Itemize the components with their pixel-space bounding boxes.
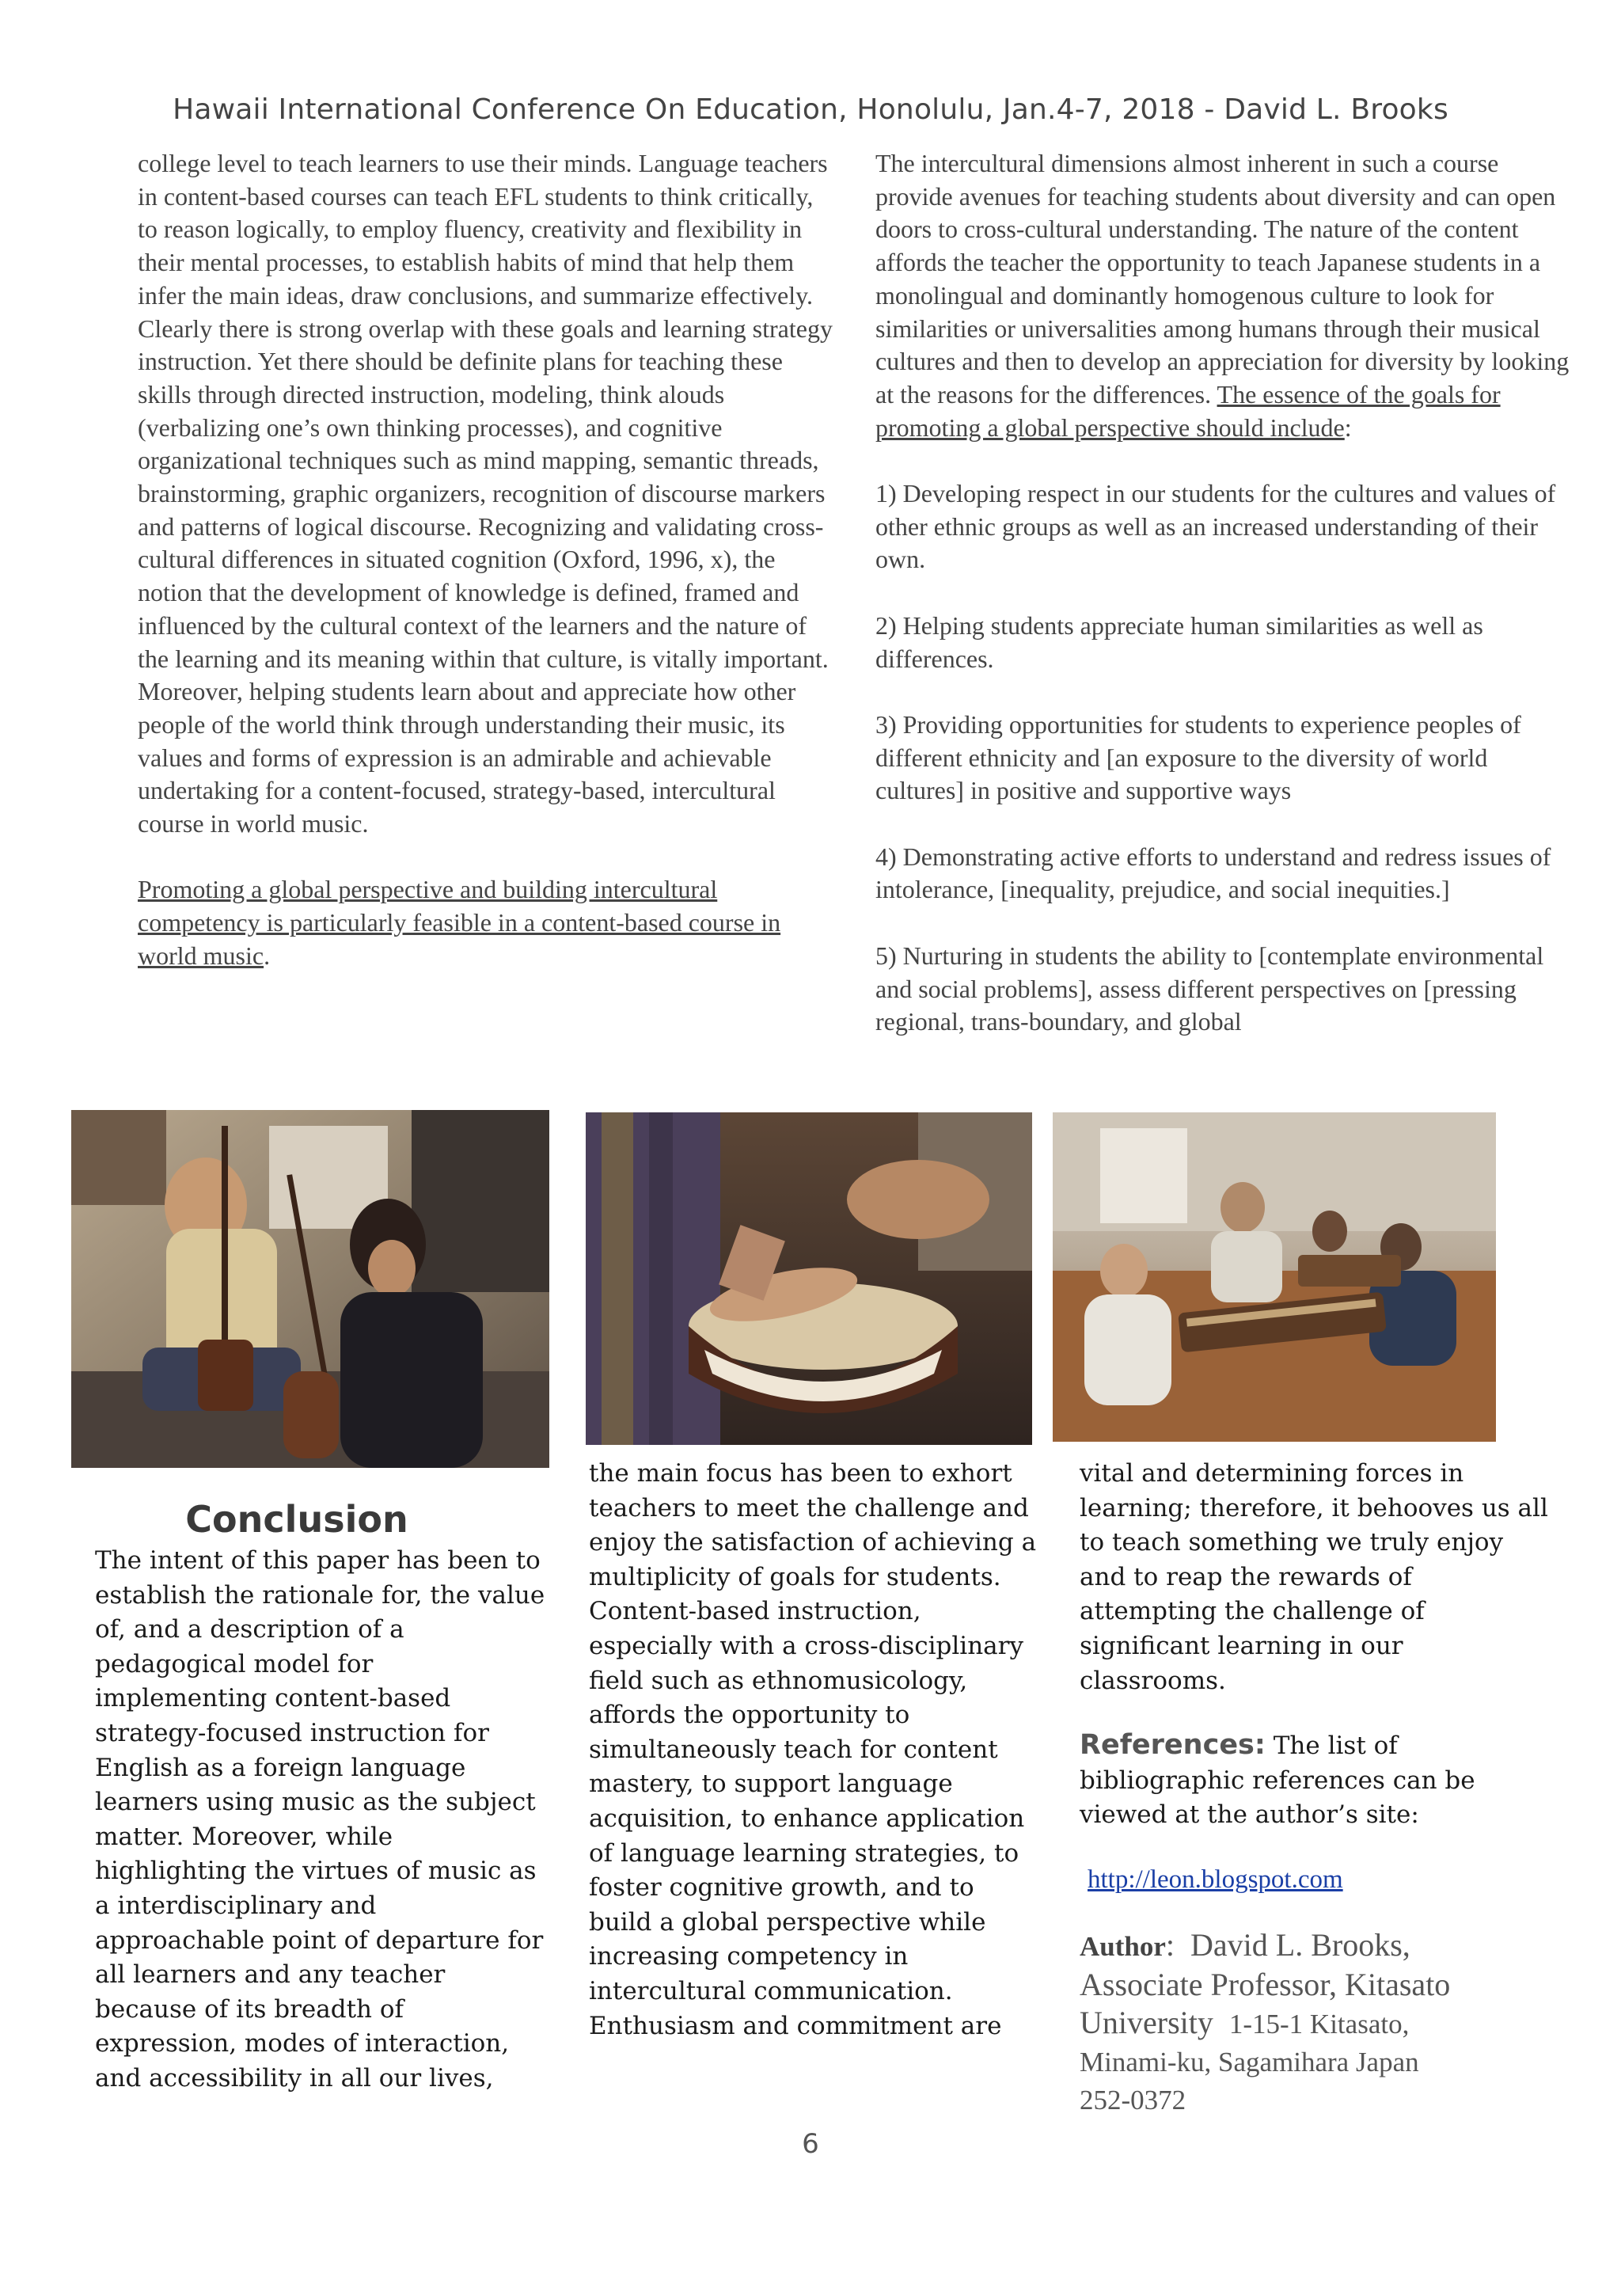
punctuation: : (1344, 412, 1352, 442)
underlined-statement: Promoting a global perspective and building intercultural competency is particularly feasible in a content-based course in world music (138, 875, 781, 970)
author-title: Associate Professor, Kitasato (1080, 1966, 1451, 2002)
paragraph-text: The intercultural dimensions almost inherent in such a course provide avenues for teaching students about diversity and can open doors to cross-cultural understanding. The nature of the content affords the teacher the opportunity to teach Japanese students in a monolingual and dominantly homogenous culture to look for similarities or universalities among humans through their musical cultures and then to develop an appreciation for diversity by looking at the reasons for the differences. (875, 149, 1570, 409)
author-name: David L. Brooks, (1190, 1926, 1410, 1963)
goal-item-5: 5) Nurturing in students the ability to [contemplate environmental and social problems], assess different perspectives on [pressing regional, trans-boundary, and global (875, 941, 1544, 1036)
body-paragraph (875, 147, 1572, 444)
author-address-city: Minami-ku, Sagamihara Japan (1080, 2046, 1419, 2077)
goal-item-4: 4) Demonstrating active efforts to understand and redress issues of intolerance, [inequality, prejudice, and social inequities.] (875, 842, 1551, 904)
author-site-link[interactable]: http://leon.blogspot.com (1088, 1865, 1343, 1894)
photo-hand-drum (586, 1112, 1032, 1445)
conclusion-column-left (95, 1496, 546, 2096)
author-address: 1-15-1 Kitasato, (1228, 2008, 1410, 2039)
conclusion-column-middle (589, 1457, 1042, 2043)
references-text: The list of bibliographic references can be viewed at the author’s site: (1080, 1732, 1475, 1830)
goal-item-2: 2) Helping students appreciate human similarities as well as differences. (875, 610, 1483, 673)
goal-item-1: 1) Developing respect in our students for the cultures and values of other ethnic groups as well as an increased understanding of their own. (875, 479, 1556, 574)
author-postal-code: 252-0372 (1080, 2084, 1186, 2115)
author-affiliation: University (1080, 2004, 1213, 2040)
references-block (1080, 1728, 1555, 1833)
goal-item-3: 3) Providing opportunities for students to experience peoples of different ethnicity and [an exposure to the diversity of world cultures] in positive and supportive ways (875, 709, 1521, 805)
underlined-statement: The essence of the goals for promoting a global perspective should include (875, 379, 1501, 442)
page-number: 6 (802, 2128, 819, 2160)
page-header: Hawaii International Conference On Education, Honolulu, Jan.4-7, 2018 - David L. Brooks (173, 93, 1448, 126)
conclusion-column-right (1080, 1457, 1555, 2119)
body-paragraph-highlight (138, 873, 834, 972)
body-column-left (138, 147, 834, 973)
references-label: References: (1080, 1729, 1266, 1762)
author-block (1080, 1926, 1555, 2119)
conclusion-heading: Conclusion (185, 1498, 408, 1541)
conclusion-text: The intent of this paper has been to establish the rationale for, the value of, and a description of a pedagogical model for implementing content-based strategy-focused instruction for English as a foreign language learners using music as the subject matter. Moreover, while highlighting the virtues of music as a interdisciplinary and approachable point of departure for all learners and any teacher because of its breadth of expression, modes of interaction, and accessibility in all our lives, (95, 1546, 545, 2093)
photo-gamelan-group (1053, 1112, 1496, 1442)
body-column-right (875, 147, 1572, 1079)
punctuation: . (264, 941, 271, 970)
author-colon: : (1165, 1926, 1175, 1963)
photo-string-musicians (71, 1110, 549, 1468)
conclusion-text: vital and determining forces in learning; therefore, it behooves us all to teach something we truly enjoy and to reap the rewards of attempting the challenge of significant learning in our classrooms. (1080, 1459, 1548, 1695)
conclusion-text: the main focus has been to exhort teachers to meet the challenge and enjoy the satisfaction of achieving a multiplicity of goals for students. Content-based instruction, especially with a cross-disciplinary field such as ethnomusicology, affords the opportunity to simultaneously teach for content mastery, to support language acquisition, to enhance application of language learning strategies, to foster cognitive growth, and to build a global perspective while increasing competency in intercultural communication. Enthusiasm and commitment are (589, 1459, 1037, 2040)
author-label: Author (1080, 1930, 1166, 1962)
body-paragraph: college level to teach learners to use their minds. Language teachers in content-based courses can teach EFL students to think critically, to reason logically, to employ fluency, creativity and flexibility in their mental processes, to establish habits of mind that help them infer the main ideas, draw conclusions, and summarize effectively. Clearly there is strong overlap with these goals and learning strategy instruction. Yet there should be definite plans for teaching these skills through directed instruction, modeling, think alouds (verbalizing one’s own thinking processes), and cognitive organizational techniques such as mind mapping, semantic threads, brainstorming, graphic organizers, recognition of discourse markers and patterns of logical discourse. Recognizing and validating cross-cultural differences in situated cognition (Oxford, 1996, x), the notion that the development of knowledge is defined, framed and influenced by the cultural context of the learners and the nature of the learning and its meaning within that culture, is vitally important. Moreover, helping students learn about and appreciate how other people of the world think through understanding their music, its values and forms of expression is an admirable and achievable undertaking for a content-focused, strategy-based, intercultural course in world music. (138, 149, 833, 838)
